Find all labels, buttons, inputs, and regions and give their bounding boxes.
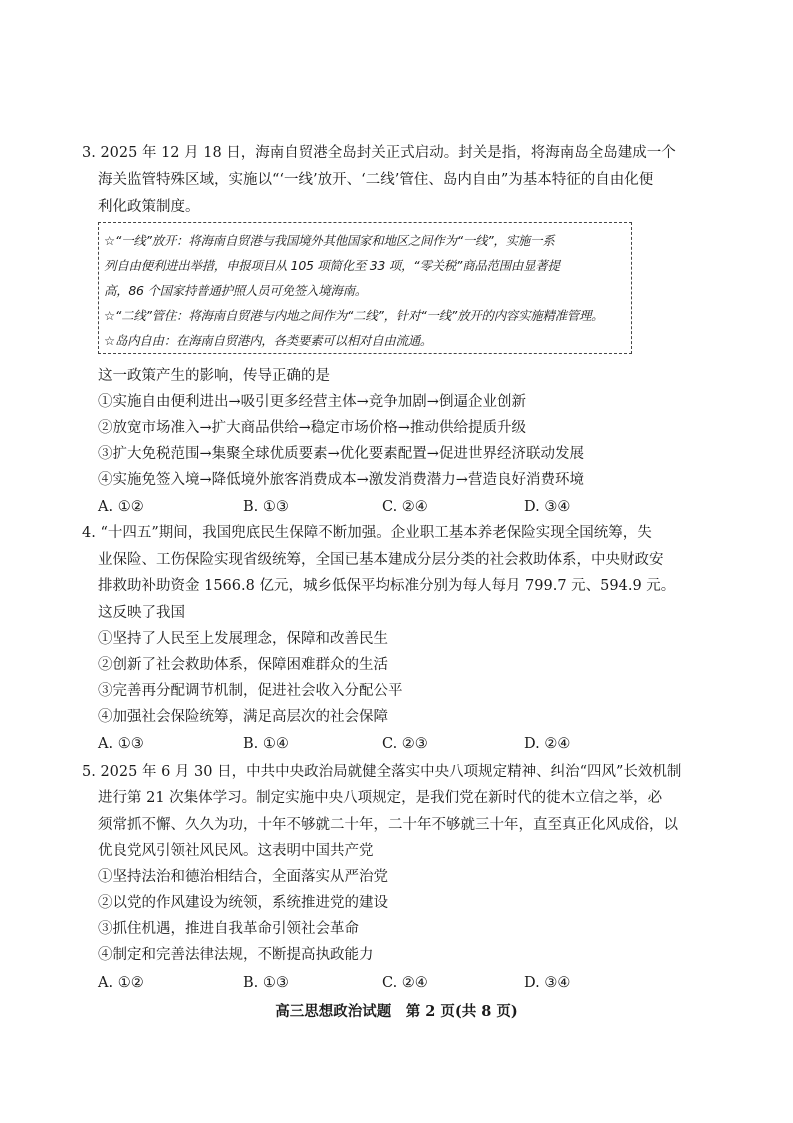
q3-stem: 这一政策产生的影响，传导正确的是 [98,368,330,384]
q3-option-2: ②放宽市场准入→扩大商品供给→稳定市场价格→推动供给提质升级 [98,420,526,436]
q3-answer-a: A. ①② [98,499,144,515]
q3-answer-d: D. ③④ [524,499,571,515]
q5-option-3: ③抓住机遇，推进自我革命引领社会革命 [98,921,359,937]
q5-answer-c: C. ②④ [382,975,428,991]
q3-option-4: ④实施免签入境→降低境外旅客消费成本→激发消费潜力→营造良好消费环境 [98,472,584,488]
q3-text-line-2: 海关监管特殊区域，实施以“‘一线’放开、‘二线’管住、岛内自由”为基本特征的自由化便 [98,172,654,188]
q3-box-line-5: ☆岛内自由：在海南自贸港内，各类要素可以相对自由流通。 [104,333,433,348]
q4-option-2: ②创新了社会救助体系，保障困难群众的生活 [98,657,388,673]
q3-answer-c: C. ②④ [382,499,428,515]
q5-text-line-1: 5. 2025 年 6 月 30 日，中共中央政治局就健全落实中央八项规定精神、纠治“四风”长效机制 [82,764,682,780]
q3-text-line-1: 3. 2025 年 12 月 18 日，海南自贸港全岛封关正式启动。封关是指，将海南岛全岛建成一个 [82,145,676,161]
q5-option-4: ④制定和完善法律法规，不断提高执政能力 [98,947,374,963]
q3-option-3: ③扩大免税范围→集聚全球优质要素→优化要素配置→促进世界经济联动发展 [98,446,584,462]
q5-answer-b: B. ①③ [243,975,289,991]
q4-option-4: ④加强社会保险统筹，满足高层次的社会保障 [98,709,388,725]
q3-text-line-3: 利化政策制度。 [98,199,200,215]
q4-answer-c: C. ②③ [382,736,428,752]
q4-text-line-1: 4. “十四五”期间，我国兜底民生保障不断加强。企业职工基本养老保险实现全国统筹，失 [82,525,652,541]
q3-box-line-3: 高，86 个国家持普通护照人员可免签入境海南。 [104,283,367,298]
q4-answer-a: A. ①③ [98,736,144,752]
q5-answer-a: A. ①② [98,975,144,991]
q5-text-line-2: 进行第 21 次集体学习。制定实施中央八项规定，是我们党在新时代的徙木立信之举，必 [98,790,663,806]
q5-text-line-4: 优良党风引领社风民风。这表明中国共产党 [98,843,374,859]
q3-option-1: ①实施自由便利进出→吸引更多经营主体→竞争加剧→倒逼企业创新 [98,394,526,410]
q5-option-1: ①坚持法治和德治相结合，全面落实从严治党 [98,869,388,885]
q3-box-line-2: 列自由便利进出举措，申报项目从 105 项简化至 33 项，“零关税”商品范围由显著提 [104,258,560,273]
q5-answer-d: D. ③④ [524,975,571,991]
q4-text-line-2: 业保险、工伤保险实现省级统筹，全国已基本建成分层分类的社会救助体系，中央财政安 [98,552,664,568]
q3-box-line-1: ☆“一线”放开：将海南自贸港与我国境外其他国家和地区之间作为“一线”，实施一系 [104,233,555,248]
q4-option-3: ③完善再分配调节机制，促进社会收入分配公平 [98,683,403,699]
page-footer: 高三思想政治试题 第 2 页(共 8 页) [275,1003,518,1020]
q5-text-line-3: 须常抓不懈、久久为功，十年不够就二十年，二十年不够就三十年，直至真正化风成俗，以 [98,817,678,833]
q4-text-line-4: 这反映了我国 [98,605,185,621]
q4-answer-d: D. ②④ [524,736,571,752]
q3-answer-b: B. ①③ [243,499,289,515]
q4-answer-b: B. ①④ [243,736,289,752]
q3-box-line-4: ☆“二线”管住：将海南自贸港与内地之间作为“二线”，针对“一线”放开的内容实施精准管理。 [104,308,604,323]
q5-option-2: ②以党的作风建设为统领，系统推进党的建设 [98,895,388,911]
q4-option-1: ①坚持了人民至上发展理念，保障和改善民生 [98,631,388,647]
q4-text-line-3: 排救助补助资金 1566.8 亿元，城乡低保平均标准分别为每人每月 799.7 元、594.9 元。 [98,578,676,594]
